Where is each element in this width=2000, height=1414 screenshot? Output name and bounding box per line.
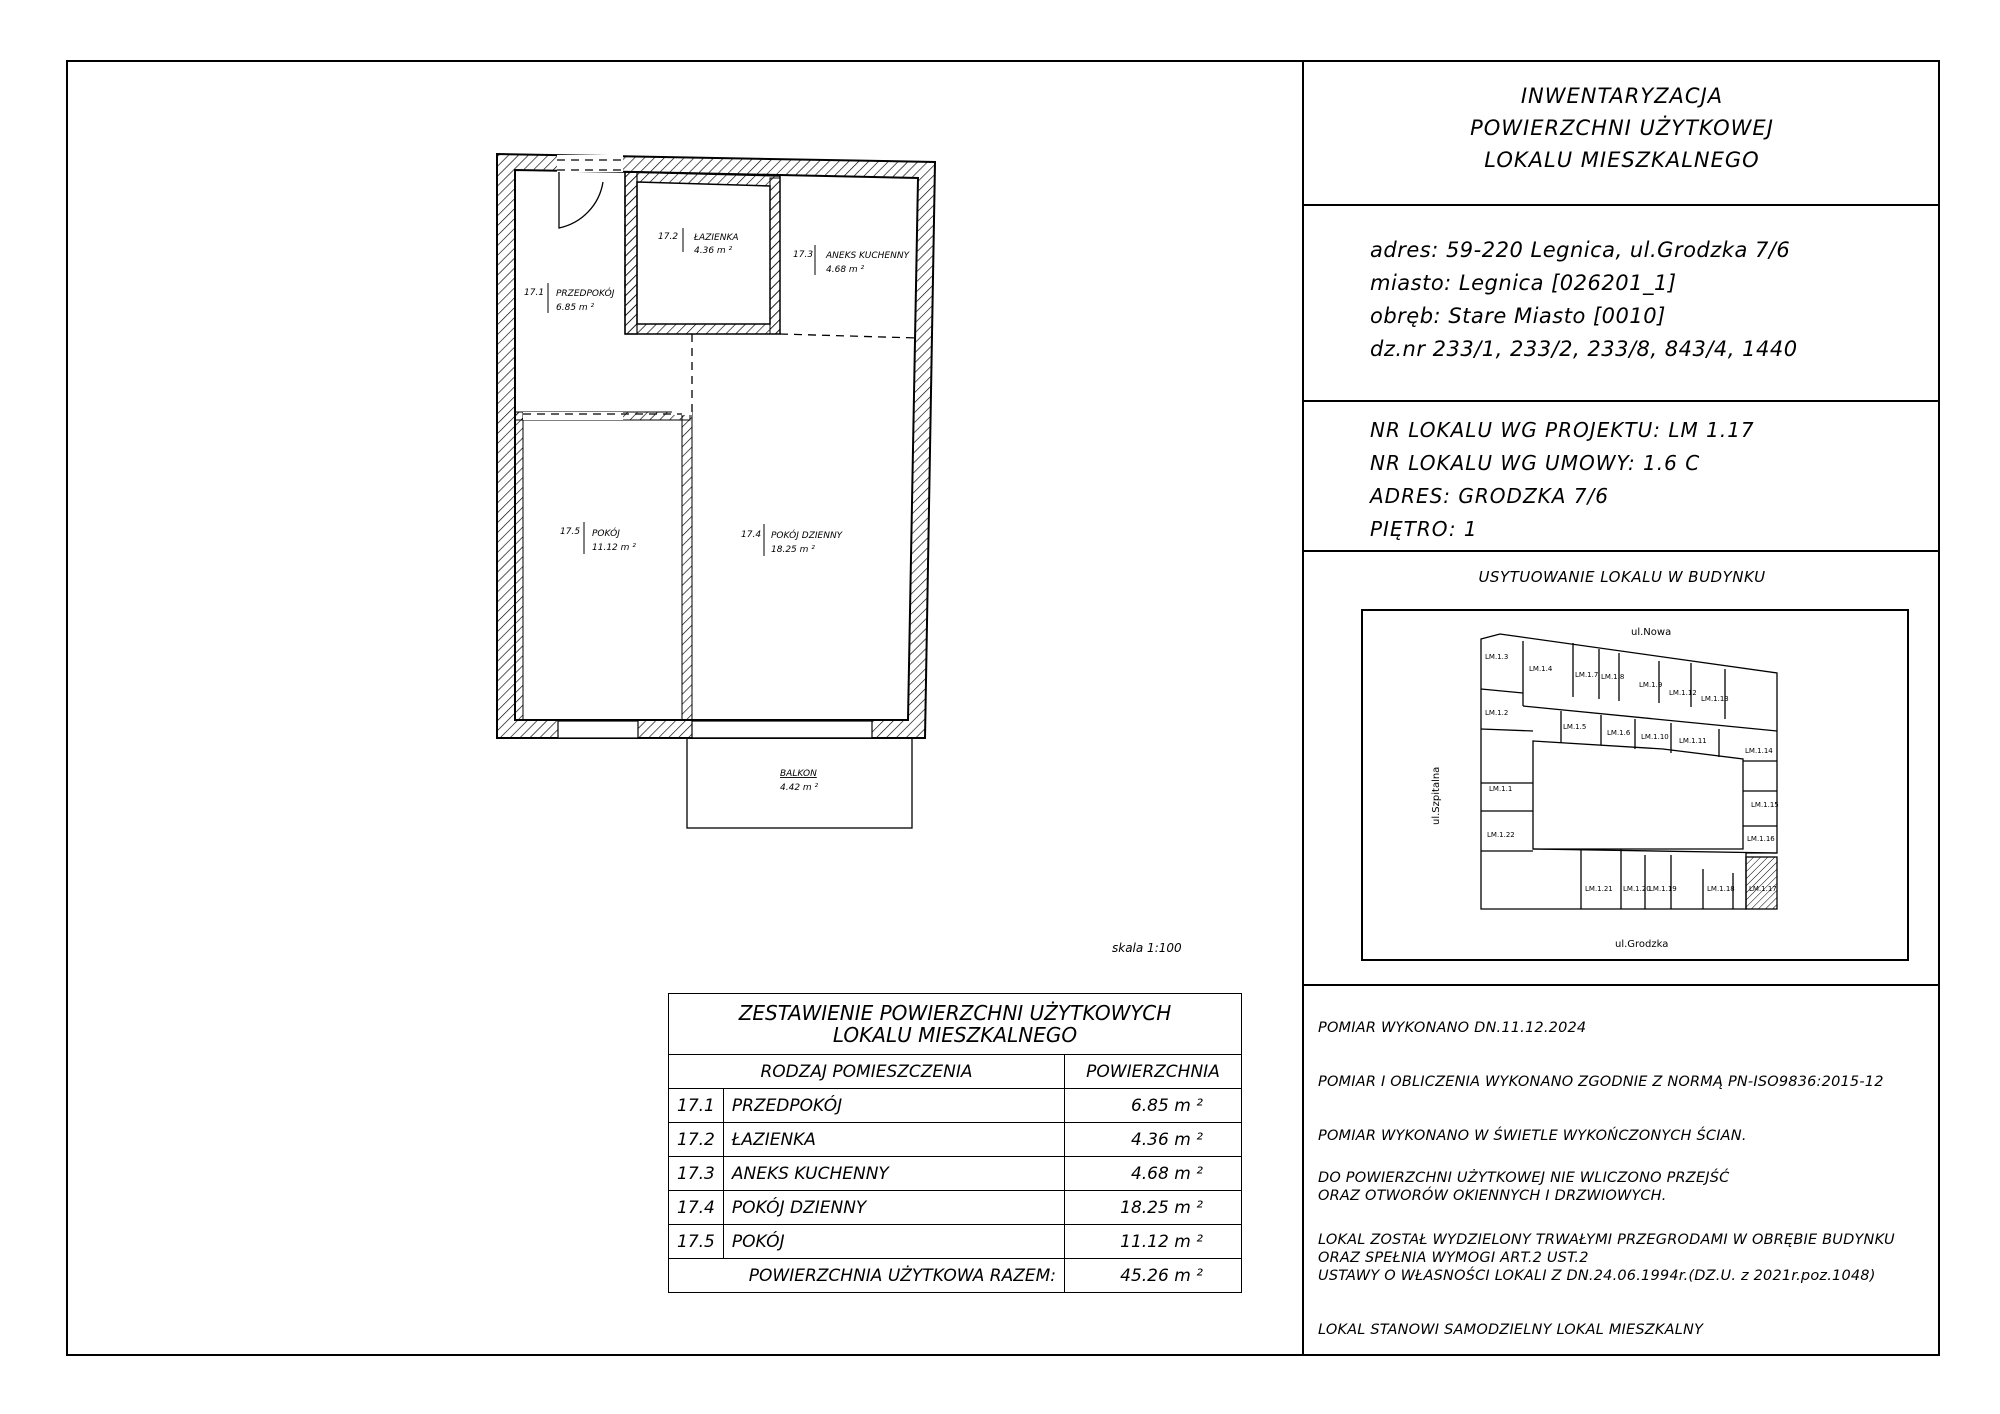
row-name: ANEKS KUCHENNY <box>723 1157 1064 1191</box>
note-standard: POMIAR I OBLICZENIA WYKONANO ZGODNIE Z NORMĄ PN-ISO9836:2015-12 <box>1318 1074 1884 1090</box>
col-type-header: RODZAJ POMIESZCZENIA <box>669 1055 1065 1089</box>
unit-label: LM.1.18 <box>1707 885 1735 893</box>
note-legal-1: LOKAL ZOSTAŁ WYDZIELONY TRWAŁYMI PRZEGRODAMI W OBRĘBIE BUDYNKU <box>1318 1232 1895 1248</box>
room-17-4-name: POKÓJ DZIENNY <box>771 531 843 541</box>
floor-plan <box>0 0 1300 1000</box>
site-plan <box>1363 611 1907 959</box>
site-title: USYTUOWANIE LOKALU W BUDYNKU <box>1478 568 1766 586</box>
room-17-4-area: 18.25 m ² <box>771 545 815 555</box>
unit-label: LM.1.6 <box>1607 729 1631 737</box>
row-area: 11.12 m ² <box>1065 1225 1242 1259</box>
unit-label: LM.1.8 <box>1601 673 1625 681</box>
address-line: adres: 59-220 Legnica, ul.Grodzka 7/6 <box>1370 238 1791 262</box>
unit-label: LM.1.19 <box>1649 885 1677 893</box>
street-szpitalna: ul.Szpitalna <box>1431 766 1442 825</box>
row-area: 4.36 m ² <box>1065 1123 1242 1157</box>
row-name: ŁAZIENKA <box>723 1123 1064 1157</box>
unit-label: LM.1.22 <box>1487 831 1515 839</box>
room-17-3-num: 17.3 <box>793 250 814 260</box>
parcel-line: dz.nr 233/1, 233/2, 233/8, 843/4, 1440 <box>1370 337 1798 361</box>
table-row <box>669 1123 1242 1157</box>
summary-table <box>668 993 1242 1293</box>
unit-label: LM.1.10 <box>1641 733 1669 741</box>
header-block <box>1304 80 1940 176</box>
note-walls: POMIAR WYKONANO W ŚWIETLE WYKOŃCZONYCH ŚCIAN. <box>1318 1128 1747 1144</box>
row-num: 17.3 <box>669 1157 724 1191</box>
table-row <box>669 1157 1242 1191</box>
unit-label: LM.1.16 <box>1747 835 1775 843</box>
row-area: 18.25 m ² <box>1065 1191 1242 1225</box>
bedroom-walls <box>515 412 692 720</box>
unit-label: LM.1.2 <box>1485 709 1509 717</box>
unit-label: LM.1.1 <box>1489 785 1513 793</box>
precinct-line: obręb: Stare Miasto [0010] <box>1370 304 1666 328</box>
room-17-2-name: ŁAZIENKA <box>694 233 739 243</box>
total-label: POWIERZCHNIA UŻYTKOWA RAZEM: <box>669 1259 1065 1293</box>
header-line-1: INWENTARYZACJA <box>1520 84 1724 108</box>
unit-block <box>1370 414 1755 546</box>
room-17-1-num: 17.1 <box>524 288 545 298</box>
unit-label: LM.1.7 <box>1575 671 1599 679</box>
scale-label: skala 1:100 <box>1112 941 1182 955</box>
unit-label: LM.1.11 <box>1679 737 1707 745</box>
room-17-2-area: 4.36 m ² <box>694 246 733 256</box>
room-17-3-area: 4.68 m ² <box>826 265 865 275</box>
note-legal-3: USTAWY O WŁASNOŚCI LOKALI Z DN.24.06.1994r.(DZ.U. z 2021r.poz.1048) <box>1318 1268 1876 1284</box>
row-name: PRZEDPOKÓJ <box>723 1089 1064 1123</box>
unit-contract-line: NR LOKALU WG UMOWY: 1.6 C <box>1370 451 1701 475</box>
room-17-1-name: PRZEDPOKÓJ <box>556 289 615 299</box>
row-num: 17.1 <box>669 1089 724 1123</box>
unit-floor-line: PIĘTRO: 1 <box>1370 517 1478 541</box>
room-17-5-name: POKÓJ <box>592 529 620 539</box>
address-block <box>1370 234 1798 366</box>
total-row <box>669 1259 1242 1293</box>
note-independent: LOKAL STANOWI SAMODZIELNY LOKAL MIESZKALNY <box>1318 1322 1704 1338</box>
row-area: 6.85 m ² <box>1065 1089 1242 1123</box>
highlighted-unit <box>1746 857 1777 909</box>
balcony-area: 4.42 m ² <box>780 783 819 793</box>
room-17-2-num: 17.2 <box>658 232 679 242</box>
unit-label: LM.1.4 <box>1529 665 1553 673</box>
note-measure-date: POMIAR WYKONANO DN.11.12.2024 <box>1318 1020 1587 1036</box>
room-17-4-num: 17.4 <box>741 530 762 540</box>
balcony-name: BALKON <box>780 769 817 779</box>
summary-title-2: LOKALU MIESZKALNEGO <box>832 1023 1078 1047</box>
room-17-5-num: 17.5 <box>560 527 581 537</box>
door-swing <box>559 172 603 228</box>
unit-project-line: NR LOKALU WG PROJEKTU: LM 1.17 <box>1370 418 1755 442</box>
unit-label: LM.1.13 <box>1701 695 1729 703</box>
summary-title-1: ZESTAWIENIE POWIERZCHNI UŻYTKOWYCH <box>738 1001 1172 1025</box>
unit-label: LM.1.20 <box>1623 885 1651 893</box>
unit-label: LM.1.3 <box>1485 653 1509 661</box>
street-grodzka: ul.Grodzka <box>1615 939 1669 950</box>
unit-label: LM.1.21 <box>1585 885 1613 893</box>
row-num: 17.4 <box>669 1191 724 1225</box>
summary-title <box>669 994 1242 1055</box>
row-name: POKÓJ DZIENNY <box>723 1191 1064 1225</box>
unit-label: LM.1.14 <box>1745 747 1773 755</box>
street-nowa: ul.Nowa <box>1631 627 1672 638</box>
unit-label: LM.1.5 <box>1563 723 1587 731</box>
room-17-3-name: ANEKS KUCHENNY <box>826 251 910 261</box>
col-area-header: POWIERZCHNIA <box>1065 1055 1242 1089</box>
note-legal-2: ORAZ SPEŁNIA WYMOGI ART.2 UST.2 <box>1318 1250 1589 1266</box>
row-name: POKÓJ <box>723 1225 1064 1259</box>
unit-label: LM.1.9 <box>1639 681 1663 689</box>
room-17-5-area: 11.12 m ² <box>592 543 636 553</box>
unit-label: LM.1.12 <box>1669 689 1697 697</box>
note-exclusion-1: DO POWIERZCHNI UŻYTKOWEJ NIE WLICZONO PRZEJŚĆ <box>1318 1170 1730 1186</box>
unit-label: LM.1.17 <box>1749 885 1777 893</box>
header-line-3: LOKALU MIESZKALNEGO <box>1484 148 1760 172</box>
table-row <box>669 1225 1242 1259</box>
note-exclusion-2: ORAZ OTWORÓW OKIENNYCH I DRZWIOWYCH. <box>1318 1188 1667 1204</box>
table-row <box>669 1089 1242 1123</box>
table-row <box>669 1191 1242 1225</box>
total-area: 45.26 m ² <box>1065 1259 1242 1293</box>
room-boundaries <box>523 160 918 414</box>
unit-address-line: ADRES: GRODZKA 7/6 <box>1370 484 1609 508</box>
row-area: 4.68 m ² <box>1065 1157 1242 1191</box>
room-17-1-area: 6.85 m ² <box>556 303 595 313</box>
site-plan-box <box>1361 609 1909 961</box>
city-line: miasto: Legnica [026201_1] <box>1370 271 1677 295</box>
unit-label: LM.1.15 <box>1751 801 1779 809</box>
row-num: 17.2 <box>669 1123 724 1157</box>
header-line-2: POWIERZCHNI UŻYTKOWEJ <box>1470 116 1774 140</box>
row-num: 17.5 <box>669 1225 724 1259</box>
